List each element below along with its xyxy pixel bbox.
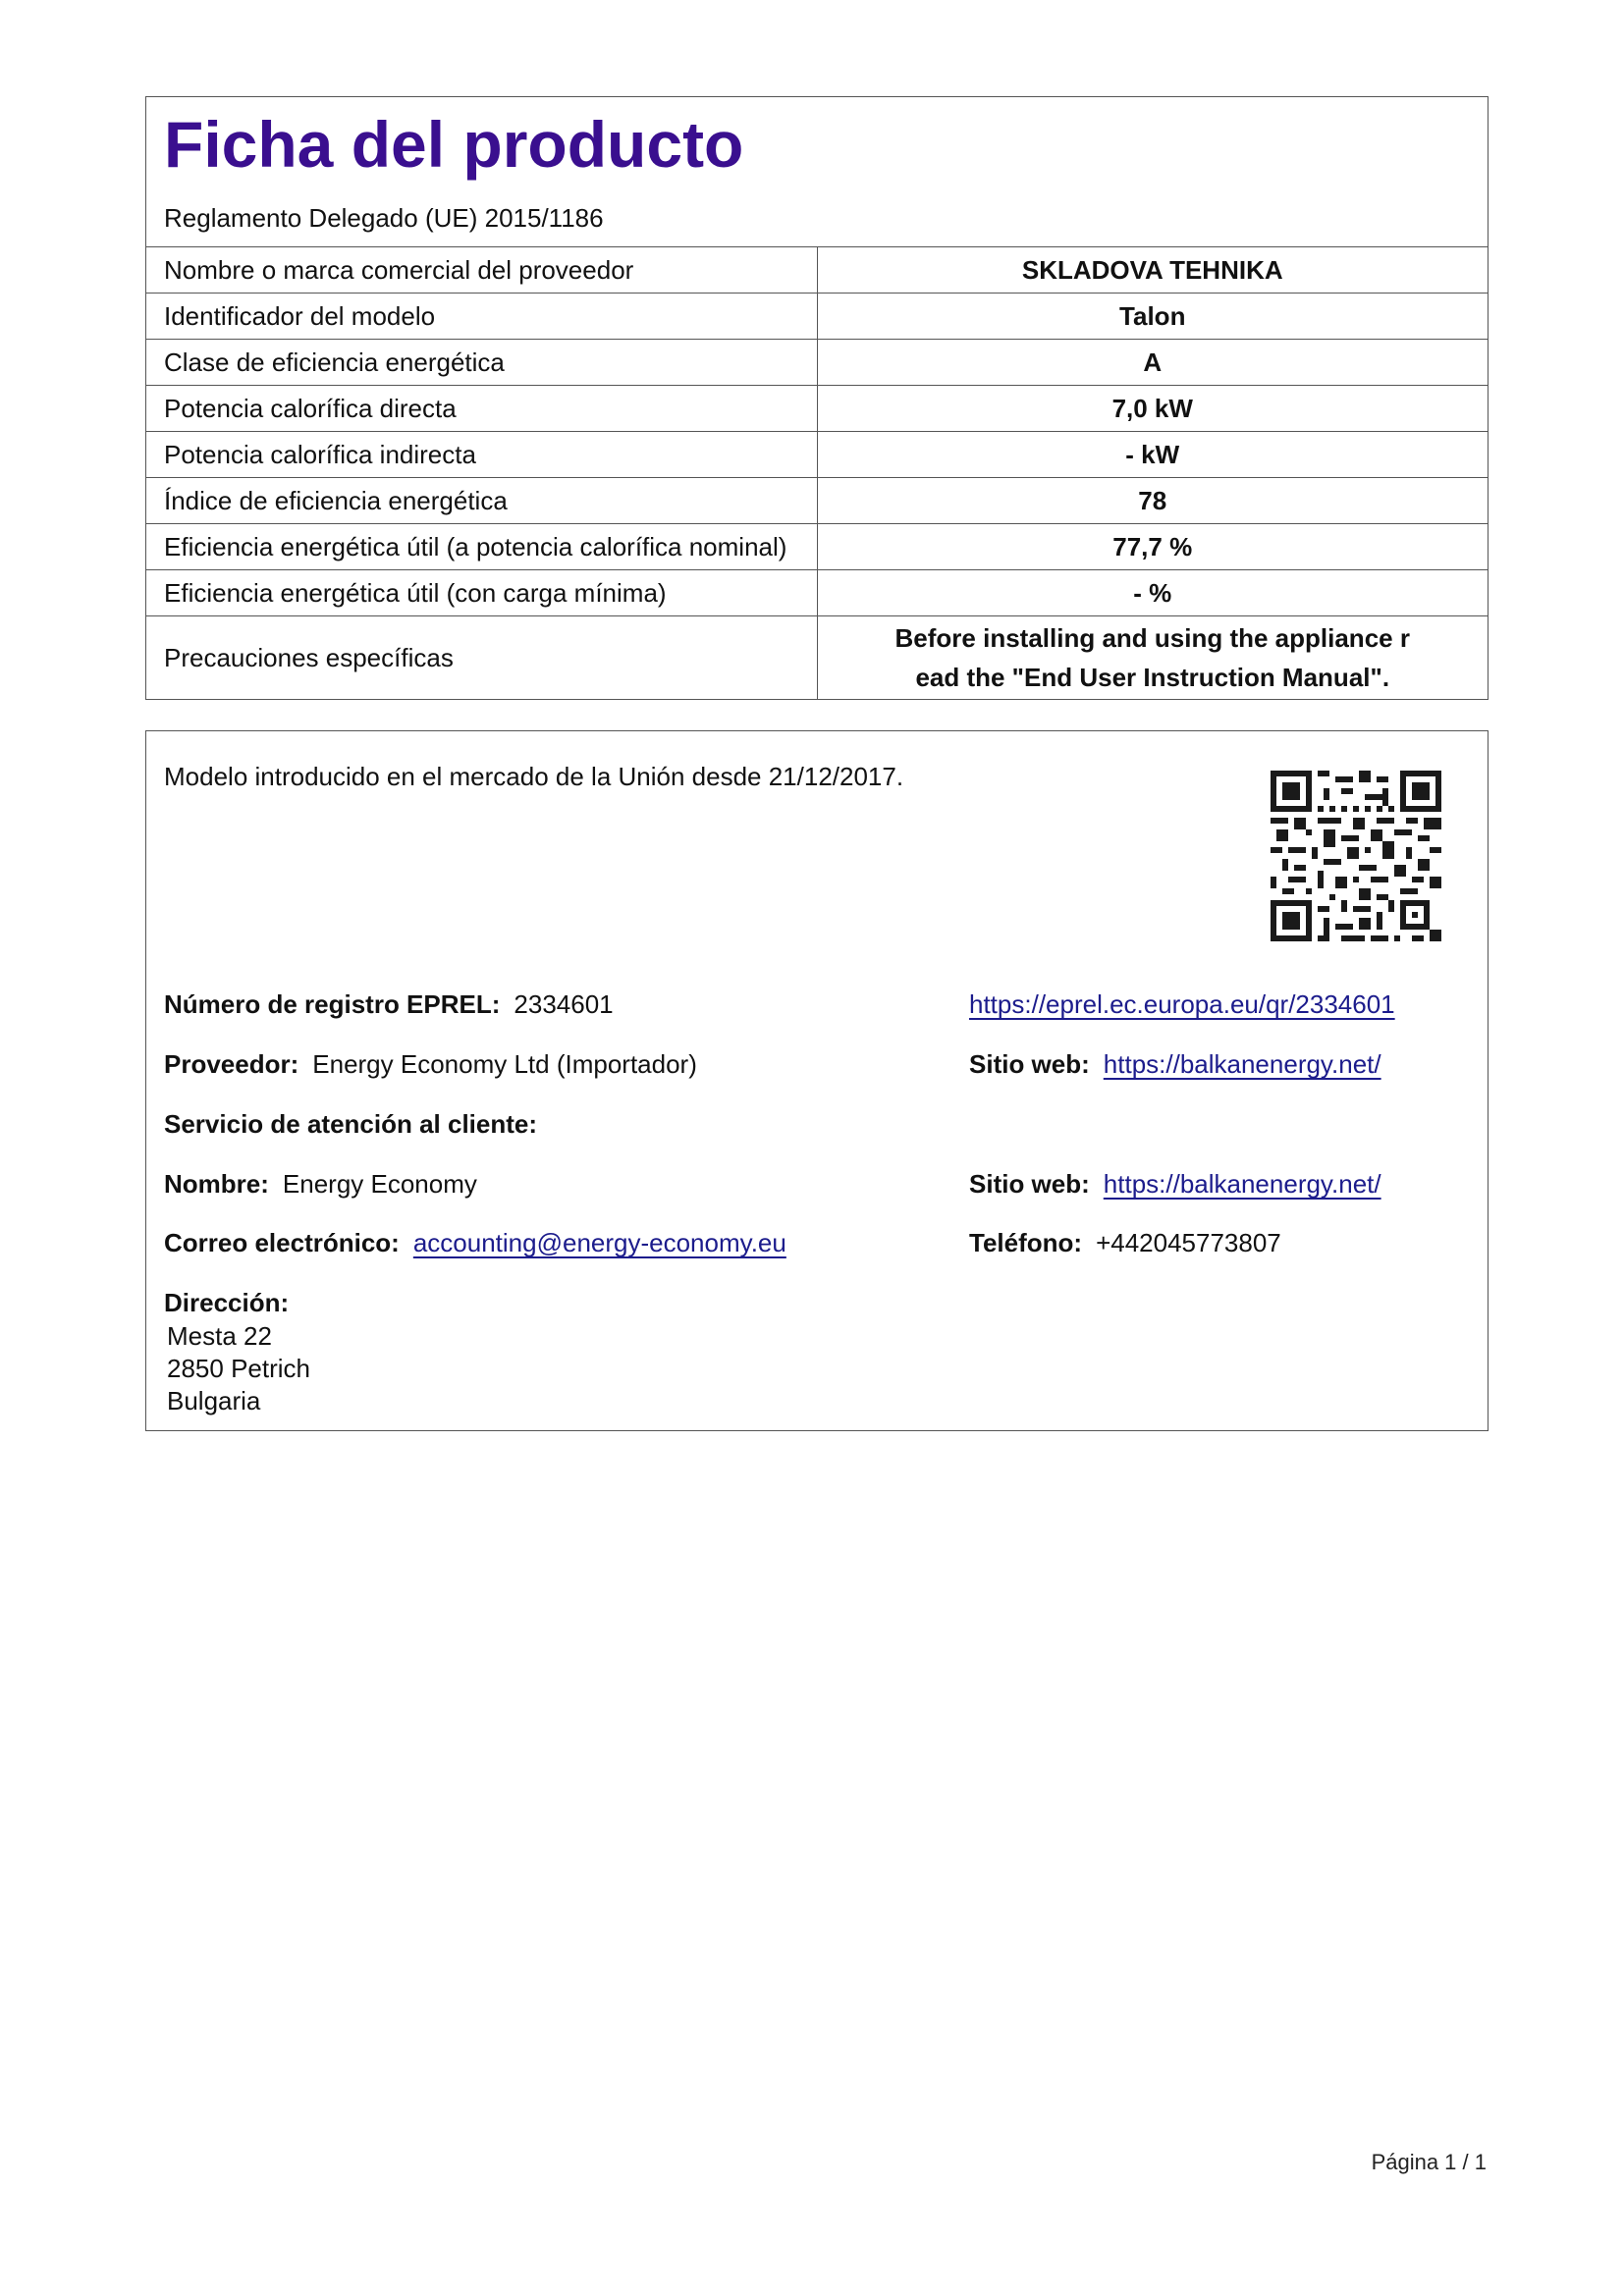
eprel-url-row (969, 988, 1395, 1020)
table-row (146, 570, 1488, 616)
market-intro-text: Modelo introducido en el mercado de la Unión desde 21/12/2017. (164, 762, 904, 791)
eprel-value: 2334601 (514, 989, 614, 1019)
contact-website-label: Sitio web: (969, 1169, 1090, 1199)
supplier-row (164, 1048, 697, 1080)
email-row (164, 1227, 786, 1258)
sheet-header (146, 97, 1488, 247)
contact-name-label: Nombre: (164, 1169, 269, 1199)
website-row (969, 1048, 1381, 1080)
spec-label: Identificador del modelo (146, 294, 817, 340)
address-lines (167, 1320, 310, 1417)
supplier-value: Energy Economy Ltd (Importador) (312, 1049, 697, 1079)
qr-code-icon[interactable] (1271, 771, 1441, 941)
spec-label: Eficiencia energética útil (con carga mínima) (146, 570, 817, 616)
spec-table (146, 247, 1488, 699)
eprel-row (164, 988, 614, 1020)
table-row (146, 340, 1488, 386)
email-link[interactable]: accounting@energy-economy.eu (412, 1228, 786, 1257)
spec-value (817, 616, 1488, 700)
table-row (146, 478, 1488, 524)
customer-service-label: Servicio de atención al cliente: (164, 1109, 538, 1139)
page-title: Ficha del producto (164, 108, 744, 181)
spec-label: Índice de eficiencia energética (146, 478, 817, 524)
spec-value-line: Before installing and using the appliance r (894, 623, 1410, 653)
regulation-text: Reglamento Delegado (UE) 2015/1186 (164, 203, 604, 233)
table-row (146, 616, 1488, 700)
table-row (146, 432, 1488, 478)
supplier-label: Proveedor: (164, 1049, 299, 1079)
contact-website-link[interactable]: https://balkanenergy.net/ (1103, 1169, 1381, 1199)
website-link[interactable]: https://balkanenergy.net/ (1103, 1049, 1381, 1079)
address-label: Dirección: (164, 1288, 290, 1317)
spec-label: Potencia calorífica directa (146, 386, 817, 432)
spec-value: A (817, 340, 1488, 386)
contact-name-value: Energy Economy (282, 1169, 477, 1199)
address-line: Mesta 22 (167, 1321, 272, 1351)
spec-value: 78 (817, 478, 1488, 524)
phone-row (969, 1227, 1281, 1258)
spec-value: Talon (817, 294, 1488, 340)
address-block (164, 1287, 310, 1417)
spec-value: 77,7 % (817, 524, 1488, 570)
spec-value: 7,0 kW (817, 386, 1488, 432)
page-number: Página 1 / 1 (1371, 2150, 1487, 2174)
email-label: Correo electrónico: (164, 1228, 400, 1257)
table-row (146, 386, 1488, 432)
eprel-url-link[interactable]: https://eprel.ec.europa.eu/qr/2334601 (969, 989, 1395, 1019)
address-line: 2850 Petrich (167, 1354, 310, 1383)
spec-label: Potencia calorífica indirecta (146, 432, 817, 478)
phone-label: Teléfono: (969, 1228, 1083, 1257)
contact-website-row (969, 1168, 1381, 1200)
contact-name-row (164, 1168, 477, 1200)
spec-label: Precauciones específicas (146, 616, 817, 700)
spec-label: Nombre o marca comercial del proveedor (164, 254, 634, 285)
customer-service-heading (164, 1108, 551, 1140)
address-line: Bulgaria (167, 1386, 261, 1415)
eprel-label: Número de registro EPREL: (164, 989, 501, 1019)
spec-value: - % (817, 570, 1488, 616)
product-sheet (145, 96, 1489, 700)
info-box (145, 730, 1489, 1431)
spec-value: SKLADOVA TEHNIKA (817, 247, 1488, 294)
spec-label: Eficiencia energética útil (a potencia calorífica nominal) (146, 524, 817, 570)
spec-value-line: ead the "End User Instruction Manual". (915, 663, 1390, 692)
table-row (146, 294, 1488, 340)
phone-value: +442045773807 (1096, 1228, 1281, 1257)
spec-value: - kW (817, 432, 1488, 478)
table-row (146, 524, 1488, 570)
table-row (146, 247, 1488, 294)
spec-label: Clase de eficiencia energética (146, 340, 817, 386)
website-label: Sitio web: (969, 1049, 1090, 1079)
